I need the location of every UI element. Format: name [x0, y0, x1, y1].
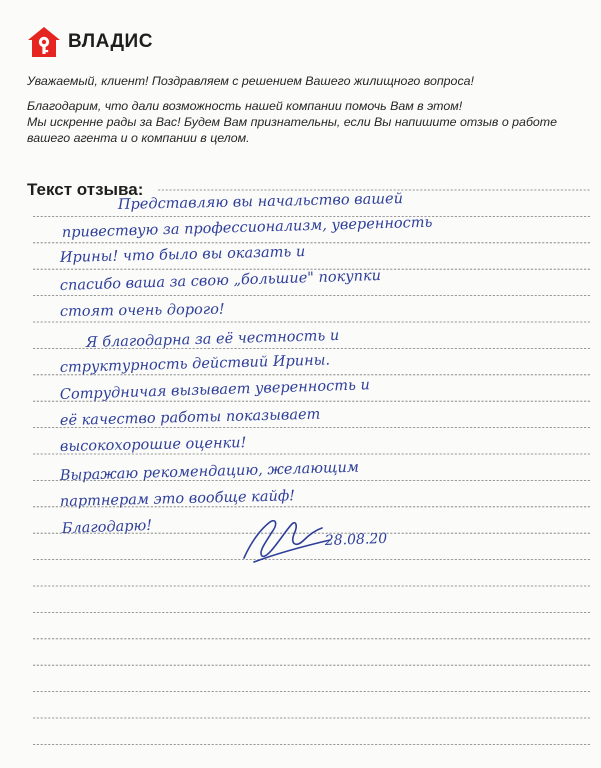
- hw-line: Благодарю!: [61, 517, 153, 537]
- hw-line: Я благодарна за её честность и: [85, 327, 340, 351]
- intro-greeting: Уважаемый, клиент! Поздравляем с решением Вашего жилищного вопроса!: [27, 74, 474, 88]
- hw-line: Ирины! что было вы оказать и: [59, 244, 306, 266]
- hw-line: высокохорошие оценки!: [59, 435, 247, 455]
- hw-line: партнерам это вообще кайф!: [59, 488, 296, 510]
- review-title: Текст отзыва:: [27, 180, 144, 199]
- hw-line: её качество работы показывает: [59, 406, 321, 429]
- signature: [244, 521, 330, 562]
- signature-date: 28.08.20: [324, 530, 388, 549]
- hw-line: стоят очень дорого!: [59, 301, 225, 320]
- hw-line: спасибо ваша за свою „большие" покупки: [59, 267, 382, 294]
- hw-line: привествую за профессионализм, уверенность: [61, 214, 433, 241]
- hw-line: Сотрудничая вызывает уверенность и: [59, 377, 371, 403]
- brand-name: ВЛАДИС: [68, 31, 153, 52]
- intro-line-1: Благодарим, что дали возможность нашей компании помочь Вам в этом!: [27, 99, 463, 113]
- hw-line: Представляю вы начальство вашей: [117, 191, 404, 213]
- hw-line: Выражаю рекомендацию, желающим: [59, 459, 360, 484]
- hw-line: структурность действий Ирины.: [59, 352, 331, 376]
- intro-line-3: вашего агента и о компании в целом.: [27, 131, 250, 145]
- intro-line-2: Мы искренне рады за Вас! Будем Вам признательны, если Вы напишите отзыв о работе: [27, 115, 558, 129]
